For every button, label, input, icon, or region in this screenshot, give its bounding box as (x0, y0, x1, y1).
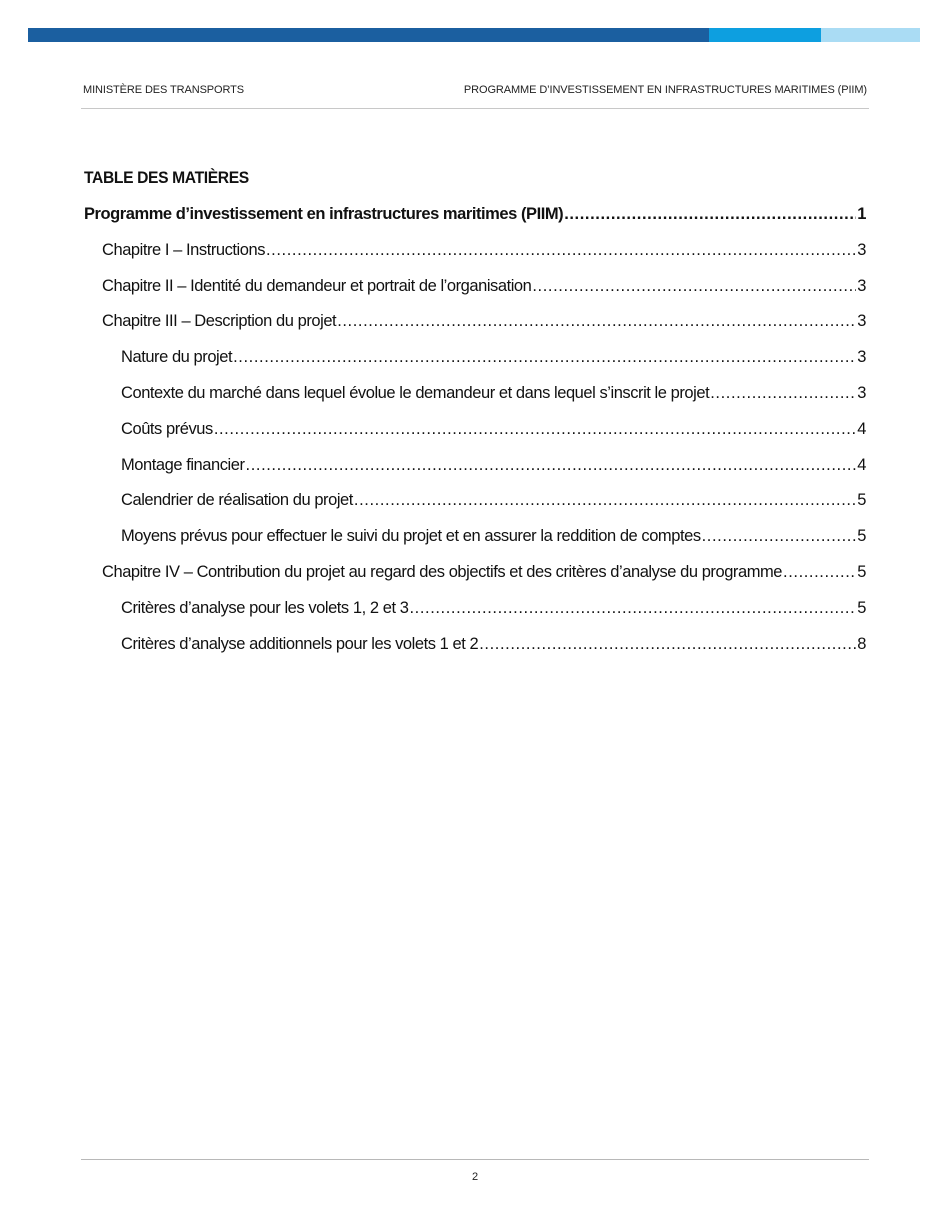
toc-entry[interactable] (84, 376, 866, 412)
header-program-title: PROGRAMME D’INVESTISSEMENT EN INFRASTRUCTURES MARITIMES (PIIM) (463, 84, 867, 96)
page-header (83, 84, 867, 96)
brand-bar-segment-secondary (709, 28, 821, 42)
toc-dot-leader (710, 376, 856, 412)
toc-entry-label: Chapitre III – Description du projet (102, 312, 337, 331)
toc-entry[interactable] (84, 448, 866, 484)
toc-entry-label: Chapitre I – Instructions (102, 240, 265, 259)
footer-divider (81, 1159, 869, 1160)
toc-entry-page: 1 (857, 205, 866, 223)
toc-entry-page: 5 (857, 562, 866, 581)
toc-entry-label: Critères d’analyse pour les volets 1, 2 et 3 (121, 598, 409, 617)
toc-dot-leader (214, 412, 856, 448)
toc-dot-leader (409, 591, 856, 627)
toc-entry-page: 5 (857, 491, 866, 510)
page-number: 2 (471, 1171, 479, 1183)
toc-entry[interactable] (84, 555, 866, 591)
toc-dot-leader (532, 269, 856, 305)
toc-entry-label: Calendrier de réalisation du projet (121, 491, 353, 510)
toc-dot-leader (783, 555, 856, 591)
toc-dot-leader (564, 197, 856, 233)
toc-dot-leader (479, 627, 856, 663)
toc-entry-page: 8 (857, 634, 866, 653)
toc-dot-leader (233, 340, 856, 376)
toc-title: TABLE DES MATIÈRES (84, 168, 249, 187)
toc-entry-page: 4 (857, 455, 866, 474)
toc-entry-page: 4 (857, 419, 866, 438)
toc-entry[interactable] (84, 627, 866, 663)
toc-entry[interactable] (84, 197, 866, 233)
toc-entry-label: Chapitre IV – Contribution du projet au regard des objectifs et des critères d’analyse du programme (102, 562, 783, 581)
toc-entry-page: 5 (857, 598, 866, 617)
toc-entry-label: Nature du projet (121, 348, 233, 367)
toc-entry[interactable] (84, 519, 866, 555)
header-ministry: MINISTÈRE DES TRANSPORTS (83, 84, 244, 96)
toc-dot-leader (266, 233, 856, 269)
toc-entry-label: Moyens prévus pour effectuer le suivi du projet et en assurer la reddition de comptes (121, 527, 701, 546)
toc-entry-page: 3 (857, 383, 866, 402)
toc-entry-label: Critères d’analyse additionnels pour les volets 1 et 2 (121, 634, 479, 653)
toc-entry[interactable] (84, 483, 866, 519)
toc-dot-leader (337, 304, 856, 340)
toc-entry[interactable] (84, 304, 866, 340)
brand-bar-segment-primary (28, 28, 709, 42)
toc-dot-leader (246, 448, 857, 484)
header-divider (81, 108, 869, 109)
toc-entry[interactable] (84, 233, 866, 269)
toc-entry-page: 3 (857, 240, 866, 259)
toc-entry[interactable] (84, 412, 866, 448)
toc-entry-label: Coûts prévus (121, 419, 213, 438)
toc-entry[interactable] (84, 340, 866, 376)
toc-entry-label: Programme d’investissement en infrastructures maritimes (PIIM) (84, 205, 564, 223)
table-of-contents (84, 197, 866, 662)
toc-entry-page: 3 (857, 348, 866, 367)
toc-entry[interactable] (84, 269, 866, 305)
toc-dot-leader (354, 483, 856, 519)
toc-entry-label: Montage financier (121, 455, 245, 474)
brand-bar-segment-tertiary (821, 28, 920, 42)
toc-entry-label: Chapitre II – Identité du demandeur et portrait de l’organisation (102, 276, 532, 295)
toc-entry[interactable] (84, 591, 866, 627)
toc-entry-page: 3 (857, 312, 866, 331)
toc-entry-page: 5 (857, 527, 866, 546)
toc-dot-leader (702, 519, 857, 555)
toc-entry-page: 3 (857, 276, 866, 295)
brand-color-bar (28, 28, 920, 42)
toc-entry-label: Contexte du marché dans lequel évolue le demandeur et dans lequel s’inscrit le projet (121, 383, 710, 402)
